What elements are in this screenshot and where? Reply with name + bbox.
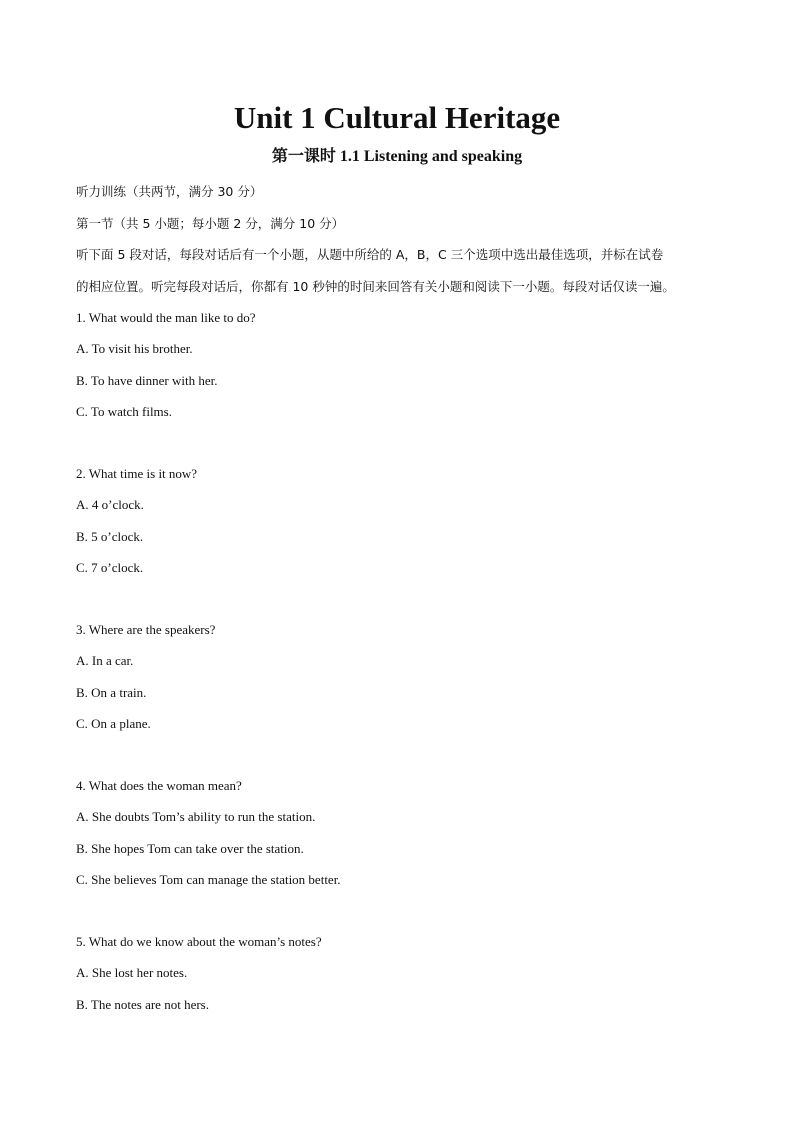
directions-line-2: 的相应位置。听完每段对话后，你都有 10 秒钟的时间来回答有关小题和阅读下一小题。每段对话仅读一遍。 (76, 279, 675, 294)
question-3-option-c: C. On a plane. (76, 716, 151, 731)
question-4-option-a: A. She doubts Tom’s ability to run the station. (76, 809, 316, 824)
question-3-option-a: A. In a car. (76, 653, 134, 668)
lesson-subtitle: 第一课时 1.1 Listening and speaking (271, 148, 523, 165)
question-2-stem: 2. What time is it now? (76, 466, 198, 481)
question-1-option-c: C. To watch films. (76, 404, 172, 419)
question-5-option-b: B. The notes are not hers. (76, 997, 209, 1012)
question-3-stem: 3. Where are the speakers? (76, 622, 216, 637)
question-2-option-c: C. 7 o’clock. (76, 560, 144, 575)
directions-line-1: 听下面 5 段对话，每段对话后有一个小题，从题中所给的 A，B，C 三个选项中选出最佳选项，并标在试卷 (76, 247, 664, 262)
page-title: Unit 1 Cultural Heritage (233, 100, 561, 135)
question-4-option-b: B. She hopes Tom can take over the station. (76, 841, 304, 856)
question-4-option-c: C. She believes Tom can manage the station better. (76, 872, 341, 887)
part-heading: 第一节（共 5 小题；每小题 2 分，满分 10 分） (76, 216, 345, 231)
question-3-option-b: B. On a train. (76, 685, 147, 700)
question-4-stem: 4. What does the woman mean? (76, 778, 242, 793)
question-1-option-b: B. To have dinner with her. (76, 373, 218, 388)
question-5-option-a: A. She lost her notes. (76, 965, 188, 980)
question-2-option-a: A. 4 o’clock. (76, 497, 144, 512)
question-2-option-b: B. 5 o’clock. (76, 529, 144, 544)
question-1-stem: 1. What would the man like to do? (76, 310, 256, 325)
section-heading: 听力训练（共两节，满分 30 分） (76, 184, 263, 199)
question-1-option-a: A. To visit his brother. (76, 341, 193, 356)
question-5-stem: 5. What do we know about the woman’s notes? (76, 934, 322, 949)
